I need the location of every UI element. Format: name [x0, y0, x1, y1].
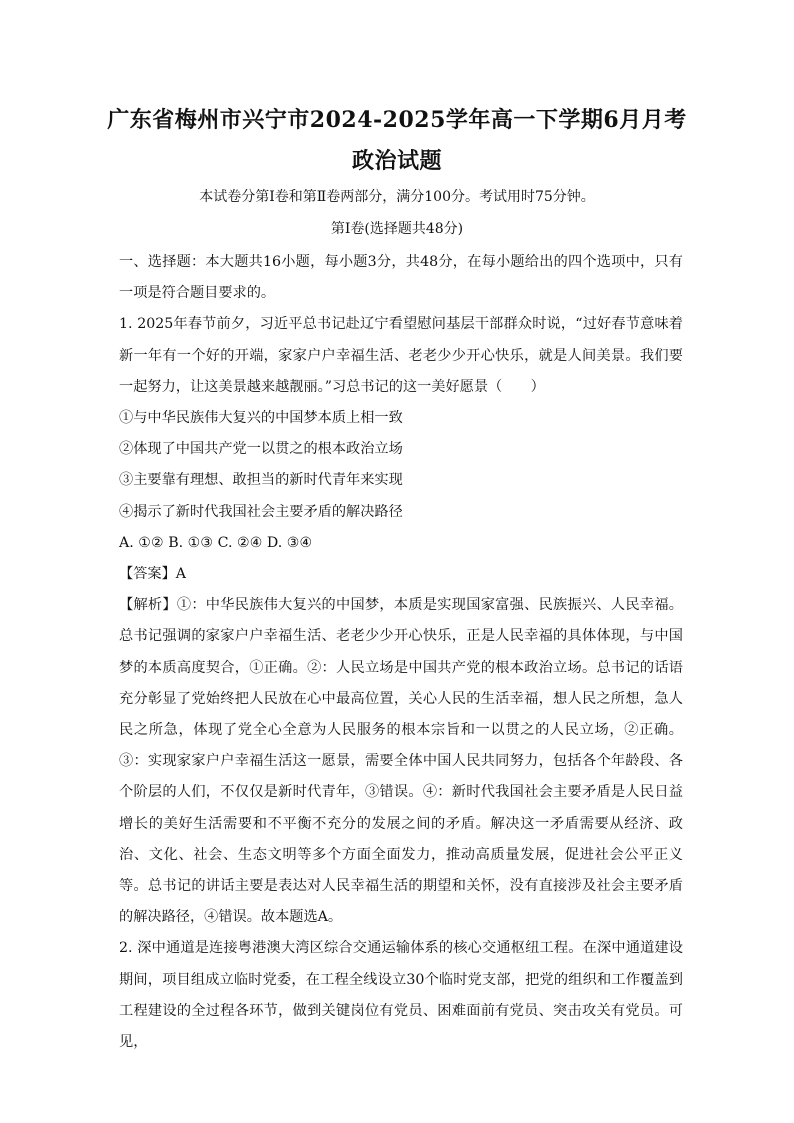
question-1-statement-3: ③主要靠有理想、敢担当的新时代青年来实现: [119, 472, 403, 489]
exam-intro: 本试卷分第Ⅰ卷和第Ⅱ卷两部分，满分100分。考试用时75分钟。: [199, 189, 595, 205]
question-1-statement-4: ④揭示了新时代我国社会主要矛盾的解决路径: [119, 503, 403, 520]
analysis-text: ①：中华民族伟大复兴的中国梦，本质是实现国家富强、民族振兴、人民幸福。总书记强调的家家户户幸福生活、老老少少开心快乐，正是人民幸福的具体体现，与中国梦的本质高度契合，①正确。②：人民立场是中国共产党的根本政治立场。总书记的话语充分彰显了党始终把人民放在心中最高位置，关心人民的生活幸福，想人民之所想，急人民之所急，体现了党全心全意为人民服务的根本宗旨和一以贯之的人民立场，②正确。③：实现家家户户幸福生活这一愿景，需要全体中国人民共同努力，包括各个年龄段、各个阶层的人们，不仅仅是新时代青年，③错误。④：新时代我国社会主要矛盾是人民日益增长的美好生活需要和不平衡不充分的发展之间的矛盾。解决这一矛盾需要从经济、政治、文化、社会、生态文明等多个方面全面发力，推动高质量发展，促进社会公平正义等。总书记的讲话主要是表达对人民幸福生活的期望和关怀，没有直接涉及社会主要矛盾的解决路径，④错误。故本题选A。: [119, 597, 683, 926]
question-1-statement-2: ②体现了中国共产党一以贯之的根本政治立场: [119, 441, 403, 458]
exam-body: [119, 247, 683, 1058]
part1-heading: 第Ⅰ卷(选择题共48分): [330, 221, 464, 237]
question-1-stem: 1. 2025年春节前夕，习近平总书记赴辽宁看望慰问基层干部群众时说，“过好春节意味着新一年有一个好的开端，家家户户幸福生活、老老少少开心快乐，就是人间美景。我们要一起努力，让这美景越来越靓丽。”习总书记的这一美好愿景（ ）: [119, 316, 683, 395]
analysis-label: 【解析】: [119, 597, 177, 614]
document-subtitle: 政治试题: [351, 148, 442, 174]
question-2-stem: 2. 深中通道是连接粤港澳大湾区综合交通运输体系的核心交通枢纽工程。在深中通道建设期间，项目组成立临时党委，在工程全线设立30个临时党支部，把党的组织和工作覆盖到工程建设的全过程各环节，做到关键岗位有党员、困难面前有党员、突击攻关有党员。可见，: [119, 940, 683, 1051]
section1-instructions: 一、选择题：本大题共16小题，每小题3分，共48分，在每小题给出的四个选项中，只有一项是符合题目要求的。: [119, 254, 683, 302]
document-title: 广东省梅州市兴宁市2024-2025学年高一下学期6月月考: [107, 107, 687, 133]
question-1-options: A. ①② B. ①③ C. ②④ D. ③④: [119, 534, 313, 551]
question-1-statement-1: ①与中华民族伟大复兴的中国梦本质上相一致: [119, 410, 403, 427]
question-1-analysis: [119, 590, 683, 933]
question-1-answer: 【答案】A: [119, 566, 186, 583]
